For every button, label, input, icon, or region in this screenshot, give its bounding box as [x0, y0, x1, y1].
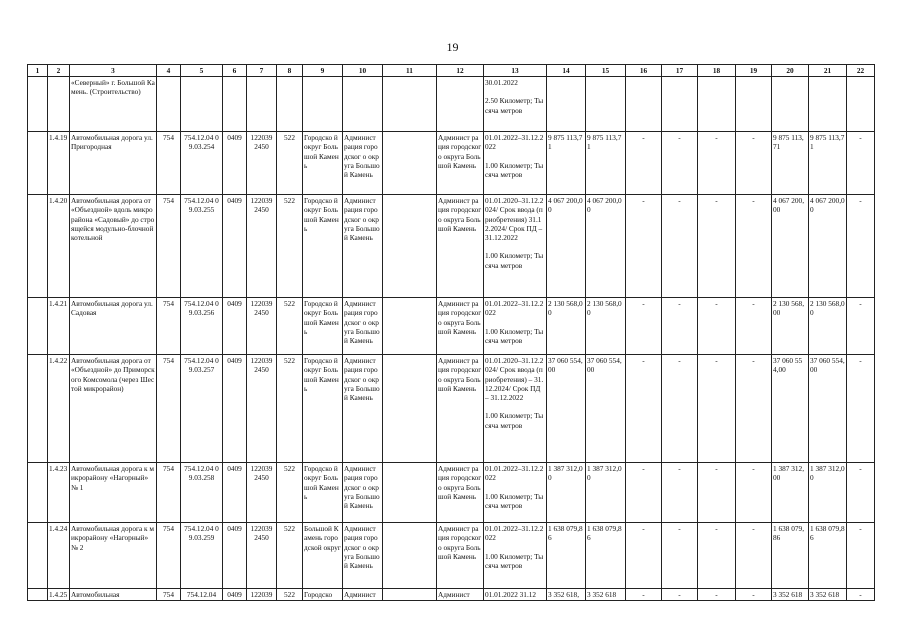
municipality-cell: Городско й округ Большой Камень [303, 298, 343, 355]
amount-cell: 1 387 312,00 [772, 463, 809, 523]
measure-text: 1.00 Километр; Тысяча метров [485, 326, 544, 345]
dash-cell: - [736, 355, 772, 463]
code-cell: 522 [277, 589, 303, 601]
data-table [27, 64, 875, 601]
empty-cell [383, 77, 437, 132]
period-cell [484, 77, 547, 132]
amount-cell [809, 77, 847, 132]
column-header: 1 [28, 65, 48, 77]
header-row [28, 65, 875, 77]
measure-text: 1.00 Километр; Тысяча метров [485, 411, 544, 430]
dash-cell: - [662, 132, 698, 195]
object-name: Автомобильная дорога к микрорайону «Нагорный» № 1 [70, 463, 157, 523]
dash-cell: - [847, 132, 875, 195]
developer-cell: Админист рация городского округа Большой Камень [437, 523, 484, 589]
code-cell: 754 [157, 132, 181, 195]
amount-cell: 9 875 113,71 [586, 132, 626, 195]
dash-cell: - [626, 298, 662, 355]
code-cell: 754 [157, 298, 181, 355]
column-header: 8 [277, 65, 303, 77]
amount-cell: 3 352 618 [586, 589, 626, 601]
empty-cell [383, 589, 437, 601]
code-cell: 122039 2450 [247, 298, 277, 355]
code-cell: 0409 [223, 195, 247, 298]
code-cell: 522 [277, 195, 303, 298]
measure-text: 1.00 Километр; Тысяча метров [485, 491, 544, 510]
amount-cell: 2 130 568,00 [772, 298, 809, 355]
dash-cell: - [847, 589, 875, 601]
period-cell [484, 355, 547, 463]
amount-cell: 2 130 568,00 [547, 298, 586, 355]
table-row [28, 589, 875, 601]
code-cell [157, 77, 181, 132]
period-text: 01.01.2022–31.12.2022 [485, 464, 544, 483]
column-header: 18 [698, 65, 736, 77]
period-text: 01.01.2022–31.12.2022 [485, 524, 544, 543]
amount-cell: 1 387 312,00 [809, 463, 847, 523]
developer-cell: Админист [437, 589, 484, 601]
amount-cell [547, 77, 586, 132]
amount-cell: 9 875 113,71 [772, 132, 809, 195]
municipality-cell: Городско й округ Большой Камень [303, 132, 343, 195]
empty-cell [383, 523, 437, 589]
column-header: 10 [343, 65, 383, 77]
dash-cell: - [847, 463, 875, 523]
customer-cell: Админист рация городског о округа Большой Камень [343, 132, 383, 195]
amount-cell: 1 638 079,86 [586, 523, 626, 589]
empty-cell [383, 463, 437, 523]
dash-cell: - [662, 523, 698, 589]
dash-cell: - [847, 355, 875, 463]
empty-cell [28, 355, 48, 463]
dash-cell: - [626, 523, 662, 589]
amount-cell: 3 352 618 [772, 589, 809, 601]
code-cell: 522 [277, 298, 303, 355]
period-text: 01.01.2022–31.12.2022 [485, 133, 544, 152]
object-name: Автомобильная дорога ул. Пригородная [70, 132, 157, 195]
customer-cell: Админист рация городског о округа Большой Камень [343, 463, 383, 523]
dash-cell: - [736, 463, 772, 523]
dash-cell: - [626, 355, 662, 463]
code-cell: 122039 2450 [247, 355, 277, 463]
code-cell: 0409 [223, 589, 247, 601]
dash-cell: - [698, 195, 736, 298]
municipality-cell: Большой Камень городской округ [303, 523, 343, 589]
code-cell [181, 77, 223, 132]
empty-cell [383, 298, 437, 355]
code-cell [223, 77, 247, 132]
table-row [28, 298, 875, 355]
dash-cell: - [847, 523, 875, 589]
dash-cell: - [698, 523, 736, 589]
amount-cell: 4 067 200,00 [586, 195, 626, 298]
dash-cell: - [698, 589, 736, 601]
code-cell: 754 [157, 463, 181, 523]
column-header: 11 [383, 65, 437, 77]
row-number: 1.4.20 [48, 195, 70, 298]
empty-cell [383, 195, 437, 298]
period-cell [484, 132, 547, 195]
row-number: 1.4.23 [48, 463, 70, 523]
table-row [28, 195, 875, 298]
period-cell [484, 463, 547, 523]
dash-cell: - [662, 355, 698, 463]
municipality-cell: Городско й округ Большой Камень [303, 195, 343, 298]
measure-text: 1.00 Километр; Тысяча метров [485, 551, 544, 570]
dash-cell: - [698, 355, 736, 463]
code-cell: 754 [157, 523, 181, 589]
developer-cell: Админист рация городского округа Большой Камень [437, 355, 484, 463]
amount-cell: 9 875 113,71 [809, 132, 847, 195]
dash-cell: - [698, 298, 736, 355]
table-row [28, 355, 875, 463]
dash-cell: - [736, 589, 772, 601]
code-cell: 122039 2450 [247, 463, 277, 523]
empty-cell [28, 523, 48, 589]
developer-cell: Админист рация городского округа Большой Камень [437, 298, 484, 355]
amount-cell: 9 875 113,71 [547, 132, 586, 195]
column-header: 7 [247, 65, 277, 77]
column-header: 19 [736, 65, 772, 77]
dash-cell: - [662, 589, 698, 601]
amount-cell: 1 638 079,86 [809, 523, 847, 589]
period-text: 30.01.2022 [485, 78, 518, 87]
column-header: 4 [157, 65, 181, 77]
amount-cell: 1 387 312,00 [547, 463, 586, 523]
amount-cell: 4 067 200,00 [809, 195, 847, 298]
amount-cell: 37 060 554,00 [772, 355, 809, 463]
code-cell: 0409 [223, 132, 247, 195]
object-name: «Северный» г. Большой Камень. (Строительство) [70, 77, 157, 132]
code-cell: 122039 2450 [247, 132, 277, 195]
amount-cell [772, 77, 809, 132]
empty-cell [28, 589, 48, 601]
table-row [28, 132, 875, 195]
empty-cell [28, 132, 48, 195]
table-row [28, 77, 875, 132]
dash-cell: - [662, 195, 698, 298]
period-text: 01.01.2022 31.12 [485, 590, 537, 599]
amount-cell: 4 067 200,00 [547, 195, 586, 298]
row-number: 1.4.21 [48, 298, 70, 355]
code-cell: 754.12.04 09.03.259 [181, 523, 223, 589]
dash-cell [626, 77, 662, 132]
amount-cell [586, 77, 626, 132]
column-header: 22 [847, 65, 875, 77]
municipality-cell: Городско й округ Большой Камень [303, 463, 343, 523]
amount-cell: 3 352 618 [809, 589, 847, 601]
column-header: 16 [626, 65, 662, 77]
empty-cell [383, 132, 437, 195]
municipality-cell: Городско [303, 589, 343, 601]
table-row [28, 463, 875, 523]
code-cell: 754.12.04 09.03.258 [181, 463, 223, 523]
developer-cell [437, 77, 484, 132]
municipality-cell: Городско й округ Большой Камень [303, 355, 343, 463]
empty-cell [28, 463, 48, 523]
measure-text: 2.50 Километр; Тысяча метров [485, 96, 544, 115]
row-number: 1.4.25 [48, 589, 70, 601]
customer-cell: Админист рация городског о округа Большой Камень [343, 298, 383, 355]
dash-cell [698, 77, 736, 132]
column-header: 9 [303, 65, 343, 77]
column-header: 2 [48, 65, 70, 77]
code-cell: 522 [277, 132, 303, 195]
column-header: 5 [181, 65, 223, 77]
dash-cell: - [736, 523, 772, 589]
code-cell: 522 [277, 523, 303, 589]
code-cell: 754.12.04 09.03.254 [181, 132, 223, 195]
amount-cell: 37 060 554,00 [547, 355, 586, 463]
dash-cell [662, 77, 698, 132]
amount-cell: 1 638 079,86 [772, 523, 809, 589]
empty-cell [28, 195, 48, 298]
dash-cell [736, 77, 772, 132]
customer-cell: Админист рация городског о округа Большой Камень [343, 355, 383, 463]
measure-text: 1.00 Километр; Тысяча метров [485, 160, 544, 179]
customer-cell [343, 77, 383, 132]
object-name: Автомобильная дорога ул. Садовая [70, 298, 157, 355]
developer-cell: Админист рация городского округа Большой Камень [437, 132, 484, 195]
customer-cell: Админист [343, 589, 383, 601]
code-cell: 0409 [223, 523, 247, 589]
column-header: 20 [772, 65, 809, 77]
empty-cell [28, 77, 48, 132]
dash-cell: - [698, 132, 736, 195]
dash-cell: - [847, 195, 875, 298]
dash-cell: - [736, 298, 772, 355]
code-cell: 754 [157, 355, 181, 463]
column-header: 3 [70, 65, 157, 77]
amount-cell: 37 060 554,00 [586, 355, 626, 463]
code-cell: 122039 2450 [247, 195, 277, 298]
column-header: 21 [809, 65, 847, 77]
column-header: 14 [547, 65, 586, 77]
amount-cell: 2 130 568,00 [809, 298, 847, 355]
dash-cell [847, 77, 875, 132]
dash-cell: - [662, 463, 698, 523]
code-cell [247, 77, 277, 132]
dash-cell: - [626, 132, 662, 195]
code-cell: 522 [277, 355, 303, 463]
dash-cell: - [698, 463, 736, 523]
page-number: 19 [446, 40, 459, 54]
dash-cell: - [736, 195, 772, 298]
amount-cell: 37 060 554,00 [809, 355, 847, 463]
row-number [48, 77, 70, 132]
code-cell: 754.12.04 09.03.255 [181, 195, 223, 298]
code-cell: 122039 2450 [247, 523, 277, 589]
dash-cell: - [662, 298, 698, 355]
column-header: 12 [437, 65, 484, 77]
customer-cell: Админист рация городског о округа Большой Камень [343, 195, 383, 298]
empty-cell [28, 298, 48, 355]
column-header: 15 [586, 65, 626, 77]
amount-cell: 4 067 200,00 [772, 195, 809, 298]
amount-cell: 2 130 568,00 [586, 298, 626, 355]
row-number: 1.4.24 [48, 523, 70, 589]
code-cell [277, 77, 303, 132]
code-cell: 754.12.04 09.03.257 [181, 355, 223, 463]
code-cell: 0409 [223, 463, 247, 523]
code-cell: 0409 [223, 355, 247, 463]
amount-cell: 3 352 618, [547, 589, 586, 601]
column-header: 17 [662, 65, 698, 77]
dash-cell: - [847, 298, 875, 355]
dash-cell: - [626, 589, 662, 601]
period-cell [484, 195, 547, 298]
period-cell [484, 589, 547, 601]
object-name: Автомобильная дорога от «Объездной» вдоль микрорайона «Садовый» до строящейся модульно-блочной котельной [70, 195, 157, 298]
municipality-cell [303, 77, 343, 132]
period-text: 01.01.2022–31.12.2022 [485, 299, 544, 318]
code-cell: 754 [157, 195, 181, 298]
table-row [28, 523, 875, 589]
empty-cell [383, 355, 437, 463]
code-cell: 754 [157, 589, 181, 601]
amount-cell: 1 387 312,00 [586, 463, 626, 523]
dash-cell: - [736, 132, 772, 195]
code-cell: 0409 [223, 298, 247, 355]
customer-cell: Админист рация городског о округа Большой Камень [343, 523, 383, 589]
row-number: 1.4.22 [48, 355, 70, 463]
code-cell: 522 [277, 463, 303, 523]
row-number: 1.4.19 [48, 132, 70, 195]
measure-text: 1.00 Километр; Тысяча метров [485, 251, 544, 270]
code-cell: 754.12.04 [181, 589, 223, 601]
column-header: 6 [223, 65, 247, 77]
dash-cell: - [626, 463, 662, 523]
period-cell [484, 523, 547, 589]
column-header: 13 [484, 65, 547, 77]
object-name: Автомобильная [70, 589, 157, 601]
dash-cell: - [626, 195, 662, 298]
object-name: Автомобильная дорога к микрорайону «Нагорный» № 2 [70, 523, 157, 589]
amount-cell: 1 638 079,86 [547, 523, 586, 589]
code-cell: 754.12.04 09.03.256 [181, 298, 223, 355]
period-text: 01.01.2020–31.12.2024/ Срок ввода (приобретения) 31.12.2024/ Срок ПД – 31.12.2022 [485, 196, 544, 243]
period-cell [484, 298, 547, 355]
object-name: Автомобильная дорога от «Объездной» до Приморского Комсомола (через Шестой микрорайон) [70, 355, 157, 463]
period-text: 01.01.2020–31.12.2024/ Срок ввода (приобретения) – 31.12.2024/ Срок ПД – 31.12.2022 [485, 356, 544, 403]
code-cell: 122039 [247, 589, 277, 601]
developer-cell: Админист рация городского округа Большой Камень [437, 195, 484, 298]
developer-cell: Админист рация городского округа Большой Камень [437, 463, 484, 523]
